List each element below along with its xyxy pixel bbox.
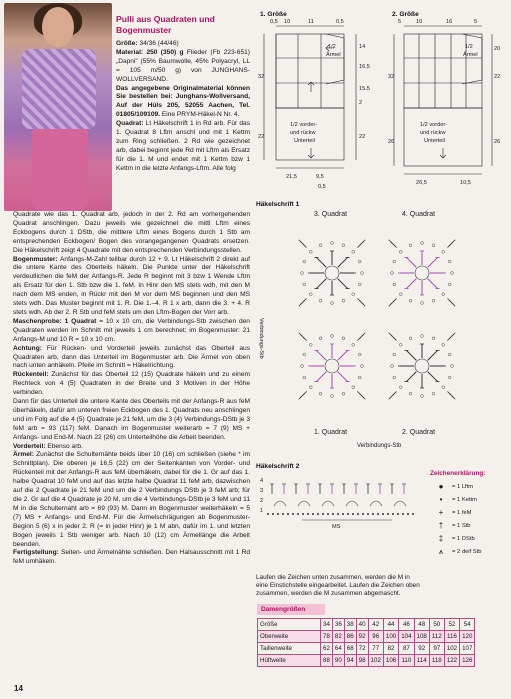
schematic-size1 [256, 8, 381, 193]
paragraph [13, 398, 250, 443]
chart1-verb: Verbindungs-Stb [357, 443, 402, 449]
svg-text:10: 10 [416, 19, 423, 25]
table-cell: 104 [399, 631, 414, 643]
table-cell: 34 [321, 619, 333, 631]
row-label: Oberweite [258, 631, 321, 643]
table-row [258, 655, 475, 667]
paragraph-text: Seiten- und Ärmelnähte schließen. Den Halsausschnitt mit 1 Rd feM umhäkeln. [13, 549, 250, 566]
table-cell: 112 [429, 631, 444, 643]
table-cell: 102 [368, 655, 383, 667]
paragraph-text: Quadrate wie das 1. Quadrat arb, jedoch in der 2. Rd am vorhergehenden Quadrat anschlingen. Dazu jeweils wie gezeichnet die mittl Lftm eines Eckbogens durch 1 DStb, die mittlere Lftm eines Bogens durch 1 Stb am entsprechenden Eckbogen/ Bogen des vorangegangenen Quadrats ersetzen. Die Häkelschrift zeigt 4 Quadrate mit den entsprechenden Verbindungsstellen. [13, 211, 250, 254]
paragraph-heading: Quadrat: [116, 120, 146, 128]
chart2-dot [357, 513, 359, 515]
svg-text:0,5: 0,5 [270, 19, 278, 25]
paragraph-heading: Material: 250 (350) g [116, 48, 187, 56]
svg-text:22: 22 [258, 134, 265, 140]
sizes-table-wrap [257, 618, 475, 667]
chart1-q4: 4. Quadrat [402, 211, 436, 218]
chart1-q2: 2. Quadrat [402, 429, 436, 436]
paragraph-heading: Fertigstellung: [13, 549, 61, 557]
table-cell: 36 [332, 619, 344, 631]
table-cell: 46 [399, 619, 414, 631]
paragraph [13, 211, 250, 256]
svg-text:11: 11 [308, 19, 314, 25]
svg-text:16: 16 [446, 19, 453, 25]
chart2-dot [282, 513, 284, 515]
legend-symbol: † [438, 520, 444, 530]
row-label: Größe [258, 619, 321, 631]
paragraph-text: Lt Häkelschrift 1 in Rd arb. Für das 1. Quadrat 8 Lftm anschl und mit 1 Kettm zum Ring schließen. 2 Rd wie gezeichnet arb, dabei beginnt jede Rd mit Lftm als Ersatz für die 1. M und endet mit 1 Kettm bzw 1 Kettm in die letzte Anfangs-Lftm. Alle folg [116, 120, 250, 172]
paragraph-text: Zunächst die Schulternähte beids über 10 (16) cm schließen (siehe * im Schnittplan). Die oberen je 16,5 (22) cm der Seitenkanten von Vorder- und Rückenteil mit der Anfangs-R aus feM überhäkeln, dabei für die 1. Gr auf das 1. halbe Quadrat 10 feM und auf das letzte halbe Quadrat 11 feM arb, dazwischen auf die 2 Quadrate je 21 feM und um die 2 Verbindungs DStb je 3 feM arb; für die 2. Gr auf die 4 Quadrate je 20 M, um die 4 Verbindungs-DStb je 3 feM und 11 M in die Schulternaht arb = 69 (93) M. Dann im Bogenmuster weiterhäkeln = 5 (7) MS + Anfangs- und End-M. Für die Ärmelschrägungen ab Bogenmuster-Beginn 5 (6) x in jeder 2. R (= in jeder Hinr) je 1 M abn, dafür im 1. und letzten Bogen jeweils 1 Stb weniger arb. Nach 10 (12) cm Ärmellänge die Arbeit beenden. [13, 451, 250, 548]
chart2-dot [397, 513, 399, 515]
table-row [258, 643, 475, 655]
svg-text:und rückw: und rückw [290, 130, 316, 136]
table-cell: 38 [344, 619, 356, 631]
table-cell: 78 [321, 631, 333, 643]
paragraph-heading: Achtung: [13, 344, 47, 352]
chart2-dot [302, 513, 304, 515]
svg-text:32: 32 [258, 74, 265, 80]
chart2-arc [274, 501, 286, 506]
svg-text:4: 4 [260, 478, 264, 484]
table-cell: 90 [332, 655, 344, 667]
table-row [258, 619, 475, 631]
table-cell: 110 [399, 655, 414, 667]
chart1-verb-side: Verbindungs-Stb [258, 318, 264, 359]
svg-text:22: 22 [494, 74, 501, 80]
chart2-arc [394, 501, 406, 506]
paragraph-text: Für Rücken- und Vorderteil jeweils zunächst das Oberteil aus Quadraten arb, dann das Unterteil im Bogenmuster arb. Die Ärmel von oben nach unten anhäkeln. Pfeile im Schnitt = Häkelrichtung. [13, 344, 250, 370]
chart-note: Laufen die Zeichen unten zusammen, werden die M in eine Einstichstelle eingearbeitet. Laufen die Zeichen oben zusammen, werden die M zusammen abgemascht. [256, 574, 420, 597]
table-cell: 62 [321, 643, 333, 655]
table-cell: 52 [444, 619, 459, 631]
table-cell: 72 [356, 643, 368, 655]
paragraph [13, 451, 250, 549]
legend-text: = 1 feM [452, 509, 472, 516]
chart1-q1: 1. Quadrat [314, 429, 348, 436]
chart2-arc [346, 501, 358, 506]
legend-symbol: ‡ [438, 533, 444, 543]
table-cell: 102 [444, 643, 459, 655]
paragraph [116, 120, 250, 173]
chart2-dot [352, 513, 354, 515]
chart2-dot [307, 513, 309, 515]
chart2-dot [322, 513, 324, 515]
table-cell: 97 [429, 643, 444, 655]
legend-symbol: • [439, 494, 443, 504]
svg-text:1/2 vorder-: 1/2 vorder- [420, 122, 448, 128]
paragraph-text: Ebenso arb. [47, 442, 83, 450]
chart2-dot [382, 513, 384, 515]
table-cell: 96 [368, 631, 383, 643]
crochet-chart-1 [252, 198, 510, 456]
svg-text:Ärmel: Ärmel [463, 52, 478, 58]
svg-text:2: 2 [260, 498, 264, 504]
paragraph [116, 49, 250, 85]
crochet-motif [389, 333, 455, 399]
paragraph [13, 371, 250, 398]
legend-row [430, 506, 510, 519]
legend-text: = 1 Lftm [452, 483, 474, 490]
chart2-dot [377, 513, 379, 515]
legend-title: Zeichenerklärung: [430, 470, 486, 477]
table-cell: 98 [356, 655, 368, 667]
svg-text:21,5: 21,5 [286, 174, 297, 180]
legend-row [430, 532, 510, 545]
svg-text:16,5: 16,5 [359, 64, 370, 70]
table-cell: 94 [344, 655, 356, 667]
table-cell: 116 [444, 631, 459, 643]
chart2-dot [387, 513, 389, 515]
chart2-arc [370, 501, 382, 506]
table-cell: 54 [460, 619, 475, 631]
svg-text:9,5: 9,5 [316, 174, 324, 180]
chart2-dot [277, 513, 279, 515]
row-label: Taillenweite [258, 643, 321, 655]
svg-text:10: 10 [284, 19, 291, 25]
svg-text:32: 32 [388, 74, 395, 80]
chart2-dot [347, 513, 349, 515]
chart2-dot [317, 513, 319, 515]
svg-text:1/2: 1/2 [328, 44, 336, 50]
chart2-dot [342, 513, 344, 515]
legend-row [430, 519, 510, 532]
svg-text:3: 3 [260, 488, 264, 494]
chart2-dot [292, 513, 294, 515]
sizes-header: Damengrößen [257, 604, 325, 615]
svg-text:26: 26 [494, 139, 501, 145]
page-number: 14 [14, 684, 23, 693]
legend-text: = 1 Kettm [452, 496, 477, 503]
chart2-arc [298, 501, 310, 506]
table-cell: 107 [460, 643, 475, 655]
svg-text:Unterteil: Unterteil [424, 138, 445, 144]
svg-text:26: 26 [388, 139, 395, 145]
pattern-title: Pulli aus Quadraten und Bogenmuster [116, 14, 215, 35]
chart2-dot [402, 513, 404, 515]
paragraph-text: Zunächst für das Oberteil 12 (15) Quadrate häkeln und zu einem Rechteck von 4 (5) Quadraten in der Breite und 3 Motiven in der Höhe verbinden. [13, 371, 251, 397]
chart2-dot [362, 513, 364, 515]
table-cell: 40 [356, 619, 368, 631]
chart2-dot [287, 513, 289, 515]
size2-label: 2. Größe [392, 11, 419, 18]
crochet-motif [299, 240, 365, 306]
paragraph [13, 318, 250, 345]
size1-label: 1. Größe [260, 11, 287, 18]
paragraph-heading: Bogenmuster: [13, 255, 60, 263]
chart2-dot [297, 513, 299, 515]
paragraph-heading: Maschenprobe: 1 Quadrat [13, 317, 100, 325]
photo-skirt [32, 129, 88, 211]
table-cell: 77 [368, 643, 383, 655]
intro-text [116, 40, 250, 174]
legend-row [430, 545, 510, 558]
table-cell: 106 [383, 655, 398, 667]
svg-text:15,5: 15,5 [359, 86, 370, 92]
table-cell: 92 [356, 631, 368, 643]
svg-text:10,5: 10,5 [460, 180, 471, 186]
row-label: Hüftweite [258, 655, 321, 667]
svg-text:0,5: 0,5 [336, 19, 344, 25]
table-cell: 68 [344, 643, 356, 655]
chart2-dot [332, 513, 334, 515]
svg-text:2: 2 [359, 100, 363, 106]
paragraph [13, 256, 250, 318]
svg-text:26,5: 26,5 [416, 180, 427, 186]
table-cell: 120 [460, 631, 475, 643]
schematic-size2 [388, 8, 510, 193]
table-cell: 82 [332, 631, 344, 643]
paragraph-text: Eine PRYM-Häkel-N Nr. 4. [160, 111, 240, 119]
table-cell: 114 [414, 655, 429, 667]
svg-text:5: 5 [398, 19, 402, 25]
paragraph-text: 34/36 (44/46) [139, 40, 179, 47]
table-cell: 64 [332, 643, 344, 655]
table-cell: 88 [321, 655, 333, 667]
table-cell: 122 [444, 655, 459, 667]
instructions-text [13, 211, 250, 567]
photo-head [42, 7, 74, 47]
crochet-motif [299, 333, 365, 399]
table-cell: 44 [383, 619, 398, 631]
table-row [258, 631, 475, 643]
chart2-dot [412, 513, 414, 515]
paragraph-heading: Das angegebene Originalmaterial können Sie bestellen bei: Junghans-Wollversand, Auf der Hüls 205, 52055 Aachen, Tel. 01805/109109. [116, 84, 250, 119]
legend-symbol: ⩚ [438, 546, 444, 556]
legend [430, 470, 510, 558]
paragraph-heading: Vorderteil: [13, 442, 48, 450]
legend-row [430, 493, 510, 506]
table-cell: 50 [429, 619, 444, 631]
chart2-dot [337, 513, 339, 515]
table-cell: 100 [383, 631, 398, 643]
svg-text:20: 20 [494, 46, 501, 52]
paragraph-text: Anfangs-M-Zahl teilbar durch 12 + 9. Lt Häkelschrift 2 direkt auf die untere Kante des Oberteils häkeln. Die Punkte unter der Häkelschrift verdeutlichen die feM der Anfangs-R. Jede R beginnt mit 3 bzw 1 Wende Lftm als Ersatz für den 1. Stb bzw die 1. feM. In Hinr den MS stets wdh, mit den M nach dem MS enden, in Rückr mit den M vor dem MS beginnen und den MS stets wdh. Das Muster beginnt mit 1. R. Die 1.–4. R 1 x arb, dann die 3. + 4. R stets wdh. Ab der 2. R Stb und feM stets um den Lftm-Bogen der Vorr arb. [13, 255, 250, 316]
paragraph-text: Dann für das Unterteil die untere Kante des Oberteils mit der Anfangs-R aus feM überhäkeln, dafür am unteren freien Eckbogen des 1. Quadrats neu anschlingen und im Folg auf die 4 (5) Quadrate je 21 feM, um die 3 (4) Verbindungs-DStb je 3 feM arb = 93 (117) feM. Danach im Bogenmuster weiterarb = 7 (9) MS + Anfangs- und End-M. Nach 22 (26) cm Unterteilhöhe die Arbeit beenden. [13, 398, 250, 441]
chart2-dot [407, 513, 409, 515]
paragraph-heading: Ärmel: [13, 451, 37, 459]
paragraph [13, 345, 250, 372]
svg-text:1/2: 1/2 [465, 44, 473, 50]
chart2-dot [267, 513, 269, 515]
legend-symbol: ● [438, 481, 444, 491]
photo-sweater [22, 49, 96, 129]
legend-symbol: + [438, 507, 444, 517]
table-cell: 86 [344, 631, 356, 643]
table-cell: 92 [414, 643, 429, 655]
chart2-dot [327, 513, 329, 515]
svg-text:Unterteil: Unterteil [294, 138, 315, 144]
table-cell: 118 [429, 655, 444, 667]
chart1-title: Häkelschrift 1 [256, 201, 300, 208]
paragraph-heading: Rückenteil: [13, 371, 52, 379]
svg-text:1/2 vorder-: 1/2 vorder- [290, 122, 318, 128]
chart2-dot [372, 513, 374, 515]
chart2-arc [322, 501, 334, 506]
table-cell: 126 [460, 655, 475, 667]
paragraph-text: = 10 x 10 cm, die Verbindungs-Stb zwischen den Quadraten werden im Schnitt mit jeweils 1 cm berechnet; im Bogenmuster: 21 Anfangs-M und 10 R = 10 x 10 cm. [13, 317, 250, 343]
svg-text:Ärmel: Ärmel [326, 52, 341, 58]
legend-text: = 1 DStb [452, 535, 475, 542]
chart2-dot [272, 513, 274, 515]
paragraph-text: Flieder (Fb 223-651) „Dapni" (55% Baumwolle, 45% Polyacryl, LL = 105 m/50 g) von JUNGHANS-WOLLVERSAND. [116, 48, 250, 83]
chart1-q3: 3. Quadrat [314, 211, 348, 218]
table-cell: 82 [383, 643, 398, 655]
svg-text:0,5: 0,5 [318, 184, 326, 190]
model-photo [4, 3, 112, 211]
table-cell: 42 [368, 619, 383, 631]
crochet-chart-2 [252, 460, 427, 532]
paragraph-heading: Größe: [116, 40, 140, 47]
sizes-table [257, 618, 475, 667]
paragraph [116, 85, 250, 121]
table-cell: 48 [414, 619, 429, 631]
legend-text: = 2 deif Stb [452, 548, 482, 555]
chart2-dot [392, 513, 394, 515]
svg-text:22: 22 [359, 134, 366, 140]
chart2-dot [367, 513, 369, 515]
table-cell: 87 [399, 643, 414, 655]
crochet-motif [389, 240, 455, 306]
svg-text:MS: MS [332, 524, 341, 530]
paragraph [13, 549, 250, 567]
paragraph [116, 40, 250, 49]
chart2-title: Häkelschrift 2 [256, 463, 300, 470]
svg-text:1: 1 [260, 508, 264, 514]
legend-text: = 1 Stb [452, 522, 471, 529]
svg-text:14: 14 [359, 44, 366, 50]
chart2-dot [312, 513, 314, 515]
legend-row [430, 480, 510, 493]
svg-text:und rückw: und rückw [420, 130, 446, 136]
table-cell: 108 [414, 631, 429, 643]
svg-text:5: 5 [474, 19, 478, 25]
